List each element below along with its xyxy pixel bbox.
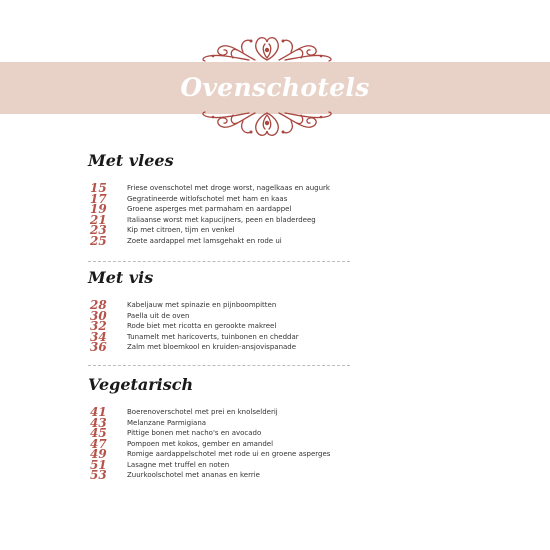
page-number: 43 xyxy=(90,415,107,430)
recipe-title: Rode biet met ricotta en gerookte makreel xyxy=(127,322,277,330)
section-met-vlees xyxy=(88,151,350,247)
page-number: 28 xyxy=(90,298,107,312)
recipe-list xyxy=(88,181,350,248)
section-met-vis xyxy=(88,268,350,354)
page-number: 30 xyxy=(90,308,107,323)
recipe-list xyxy=(88,405,350,482)
page-number: 53 xyxy=(90,468,107,482)
recipe-title: Friese ovenschotel met droge worst, nagelkaas en augurk xyxy=(127,184,330,192)
page-number: 32 xyxy=(90,319,107,333)
recipe-title: Kabeljauw met spinazie en pijnboompitten xyxy=(127,301,277,309)
section-vegetarisch xyxy=(88,375,350,482)
recipe-item[interactable] xyxy=(88,405,350,419)
recipe-title: Lasagne met truffel en noten xyxy=(127,460,230,469)
recipe-item[interactable] xyxy=(88,415,350,430)
section-divider xyxy=(88,261,350,262)
section-heading: Met vlees xyxy=(88,151,174,170)
recipe-item[interactable] xyxy=(88,181,350,195)
page-title: Ovenschotels xyxy=(180,73,370,102)
page-number: 45 xyxy=(90,426,107,440)
section-heading: Vegetarisch xyxy=(88,375,194,394)
recipe-item[interactable] xyxy=(88,426,350,440)
recipe-title: Kip met citroen, tijm en venkel xyxy=(127,226,235,234)
section-divider xyxy=(88,365,350,366)
page-number: 51 xyxy=(90,457,107,472)
recipe-list xyxy=(88,298,350,354)
recipe-item[interactable] xyxy=(88,447,350,461)
page-number: 36 xyxy=(90,340,107,354)
page-number: 34 xyxy=(90,329,107,344)
recipe-title: Paella uit de oven xyxy=(127,311,190,320)
page-number: 19 xyxy=(90,202,107,216)
flourish-ornament-icon xyxy=(193,34,341,62)
page-number: 15 xyxy=(90,181,107,195)
recipe-title: Pittige bonen met nacho's en avocado xyxy=(127,429,262,437)
recipe-title: Pompoen met kokos, gember en amandel xyxy=(127,439,274,448)
recipe-item[interactable] xyxy=(88,457,350,472)
page-number: 41 xyxy=(90,405,107,419)
page-number: 21 xyxy=(90,212,107,227)
recipe-item[interactable] xyxy=(88,298,350,312)
page-number: 23 xyxy=(90,223,107,237)
recipe-item[interactable] xyxy=(88,329,350,344)
recipe-title: Zoete aardappel met lamsgehakt en rode ui xyxy=(127,236,282,245)
recipe-item[interactable] xyxy=(88,319,350,333)
page-number: 49 xyxy=(90,447,107,461)
section-heading: Met vis xyxy=(88,268,154,287)
recipe-title: Zuurkoolschotel met ananas en kerrie xyxy=(127,471,260,479)
page-number: 25 xyxy=(90,233,107,248)
recipe-item[interactable] xyxy=(88,191,350,206)
recipe-item[interactable] xyxy=(88,223,350,237)
recipe-item[interactable] xyxy=(88,212,350,227)
recipe-title: Romige aardappelschotel met rode ui en groene asperges xyxy=(127,450,331,458)
flourish-ornament-icon xyxy=(193,111,341,139)
recipe-item[interactable] xyxy=(88,233,350,248)
recipe-title: Melanzane Parmigiana xyxy=(127,418,207,427)
recipe-title: Gegratineerde witlofschotel met ham en kaas xyxy=(127,194,288,203)
recipe-item[interactable] xyxy=(88,436,350,451)
recipe-title: Tunamelt met haricoverts, tuinbonen en cheddar xyxy=(127,332,299,341)
title-banner xyxy=(0,62,550,114)
recipe-item[interactable] xyxy=(88,468,350,482)
recipe-item[interactable] xyxy=(88,308,350,323)
recipe-title: Groene asperges met parmaham en aardappel xyxy=(127,205,292,213)
recipe-title: Boerenoverschotel met prei en knolselderij xyxy=(127,408,278,416)
recipe-title: Zalm met bloemkool en kruiden-ansjovispanade xyxy=(127,343,297,351)
page-number: 17 xyxy=(90,191,107,206)
page-number: 47 xyxy=(90,436,107,451)
recipe-item[interactable] xyxy=(88,340,350,354)
recipe-title: Italiaanse worst met kapucijners, peen en bladerdeeg xyxy=(127,215,316,224)
recipe-item[interactable] xyxy=(88,202,350,216)
